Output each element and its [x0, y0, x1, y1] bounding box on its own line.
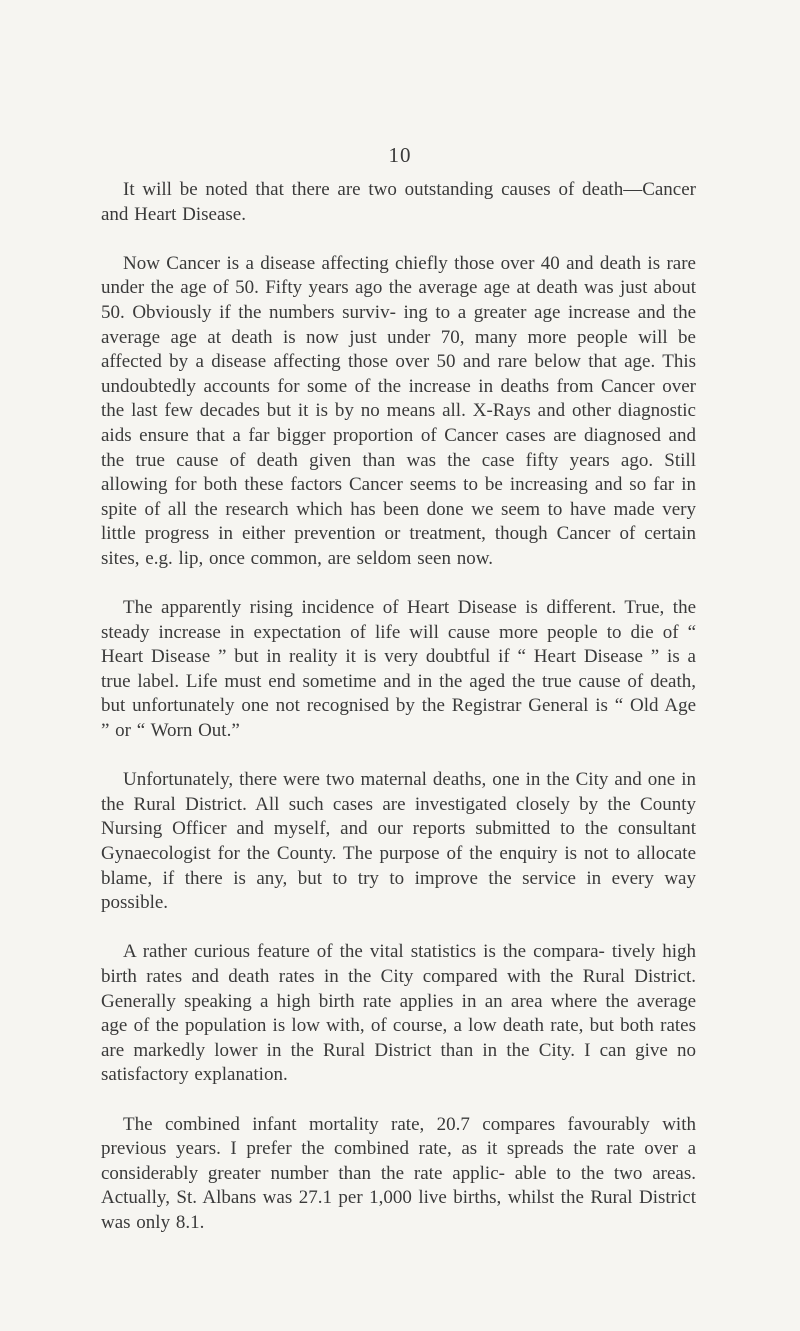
paragraph-vital-statistics: A rather curious feature of the vital statistics is the compara- tively high birth rates and death rates in the City compared with the Rural District. Generally speaking a high birth rate applies in an area where the average age of the population is low with, of course, a low death rate, but both rates are markedly lower in the Rural District than in the City. I can give no satisfactory explanation. [101, 941, 696, 1086]
paragraph-infant-mortality: The combined infant mortality rate, 20.7 compares favourably with previous years. I prefer the combined rate, as it spreads the rate over a considerably greater number than the rate applic- able to the two areas. Actually, St. Albans was 27.1 per 1,000 live births, whilst the Rural District was only 8.1. [101, 1113, 696, 1233]
page-number: 10 [388, 143, 412, 167]
paragraph-heart-disease: The apparently rising incidence of Heart Disease is different. True, the steady increase in expectation of life will cause more people to die of “ Heart Disease ” but in reality it is very doubtful if “ Heart Disease ” is a true label. Life must end sometime and in the aged the true cause of death, but unfortunately one not recognised by the Registrar General is “ Old Age ” or “ Worn Out.” [101, 597, 696, 742]
paragraph-cancer: Now Cancer is a disease affecting chiefly those over 40 and death is rare under the age of 50. Fifty years ago the average age at death was just about 50. Obviously if the numbers surviv- ing to a greater age increase and the average age at death is now just under 70, many more people will be affected by a disease affecting those over 50 and rare below that age. This undoubtedly accounts for some of the increase in deaths from Cancer over the last few decades but it is by no means all. X-Rays and other diagnostic aids ensure that a far bigger proportion of Cancer cases are diagnosed and the true cause of death given than was the case fifty years ago. Still allowing for both these factors Cancer seems to be increasing and so far in spite of all the research which has been done we seem to have made very little progress in either prevention or treatment, though Cancer of certain sites, e.g. lip, once common, are seldom seen now. [101, 252, 696, 569]
body-text [101, 178, 696, 1236]
paragraph-causes-of-death: It will be noted that there are two outstanding causes of death—Cancer and Heart Disease. [101, 179, 696, 225]
paragraph-maternal-deaths: Unfortunately, there were two maternal deaths, one in the City and one in the Rural District. All such cases are investigated closely by the County Nursing Officer and myself, and our reports submitted to the consultant Gynaecologist for the County. The purpose of the enquiry is not to allocate blame, if there is any, but to try to improve the service in every way possible. [101, 769, 696, 914]
